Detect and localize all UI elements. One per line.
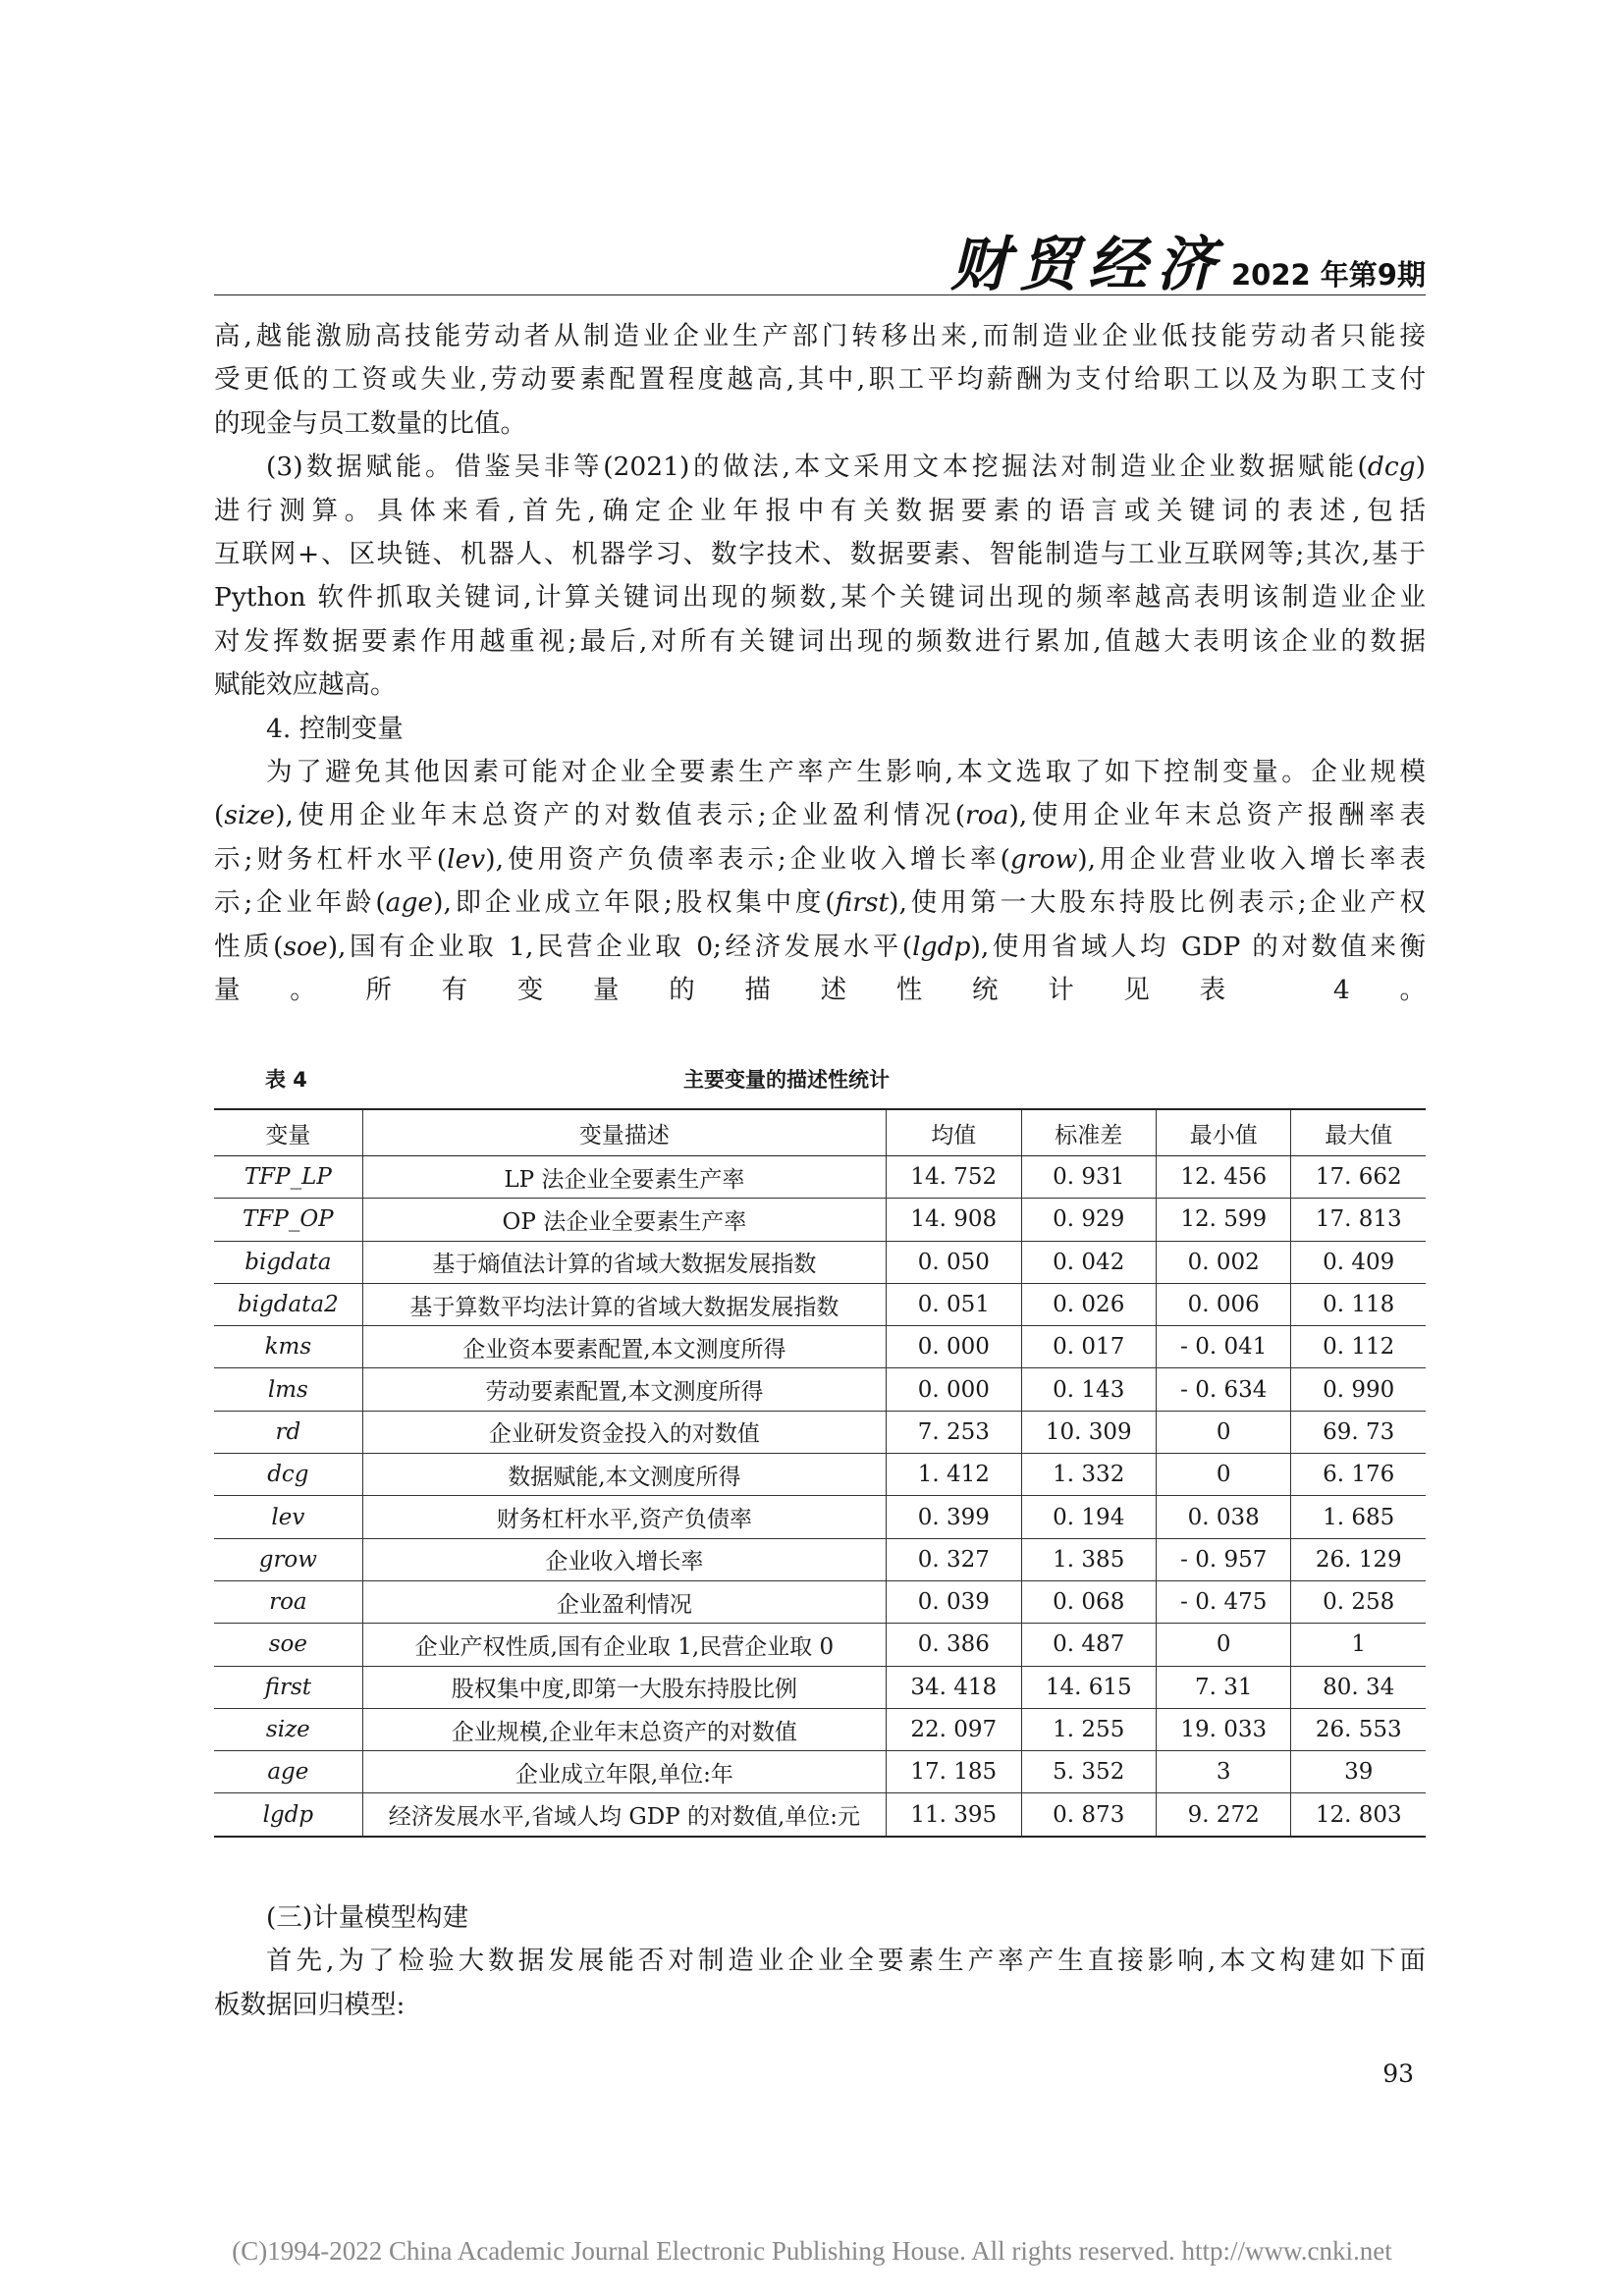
statistic-cell: 14. 615 bbox=[1021, 1666, 1156, 1708]
text-line: 示;财务杠杆水平(lev),使用资产负债率表示;企业收入增长率(grow),用企业营业收入增长率表 bbox=[214, 843, 1426, 875]
statistic-cell: 0. 050 bbox=[887, 1241, 1021, 1283]
body-text-top bbox=[214, 315, 1426, 1013]
statistic-cell: - 0. 634 bbox=[1157, 1368, 1291, 1411]
variable-description-cell: 经济发展水平,省域人均 GDP 的对数值,单位:元 bbox=[362, 1793, 886, 1837]
variable-description-cell: 企业收入增长率 bbox=[362, 1538, 886, 1580]
statistic-cell: 0. 039 bbox=[887, 1580, 1021, 1623]
journal-issue: 2022 年第9期 bbox=[1231, 258, 1426, 292]
table-row bbox=[214, 1411, 1426, 1453]
paragraph-control-variables bbox=[214, 751, 1426, 1012]
column-header: 最大值 bbox=[1291, 1109, 1426, 1156]
column-header: 变量 bbox=[214, 1109, 362, 1156]
text-line: 量。所有变量的描述性统计见表 4。 bbox=[214, 975, 1426, 1006]
text-line: 示;企业年龄(age),即企业成立年限;股权集中度(first),使用第一大股东持股比例表示;企业产权 bbox=[214, 887, 1426, 919]
statistic-cell: 1. 412 bbox=[887, 1454, 1021, 1496]
table-row bbox=[214, 1708, 1426, 1750]
statistic-cell: 0. 002 bbox=[1157, 1241, 1291, 1283]
column-header: 最小值 bbox=[1157, 1109, 1291, 1156]
variable-name-cell: TFP_OP bbox=[214, 1199, 362, 1241]
variable-name-cell: bigdata bbox=[214, 1241, 362, 1283]
statistic-cell: 0. 143 bbox=[1021, 1368, 1156, 1411]
statistic-cell: 10. 309 bbox=[1021, 1411, 1156, 1453]
table-row bbox=[214, 1496, 1426, 1538]
statistic-cell: 19. 033 bbox=[1157, 1708, 1291, 1750]
paragraph-data-empowerment bbox=[214, 446, 1426, 707]
statistic-cell: 0. 487 bbox=[1021, 1624, 1156, 1666]
variable-description-cell: 企业产权性质,国有企业取 1,民营企业取 0 bbox=[362, 1624, 886, 1666]
statistic-cell: 0. 112 bbox=[1291, 1326, 1426, 1368]
statistic-cell: 17. 813 bbox=[1291, 1199, 1426, 1241]
column-header: 均值 bbox=[887, 1109, 1021, 1156]
statistic-cell: 0. 258 bbox=[1291, 1580, 1426, 1623]
text-line: 对发挥数据要素作用越重视;最后,对所有关键词出现的频数进行累加,值越大表明该企业的数据 bbox=[214, 625, 1426, 657]
statistic-cell: 0. 026 bbox=[1021, 1283, 1156, 1325]
table-row bbox=[214, 1751, 1426, 1793]
variable-description-cell: 股权集中度,即第一大股东持股比例 bbox=[362, 1666, 886, 1708]
table-row bbox=[214, 1624, 1426, 1666]
statistic-cell: 6. 176 bbox=[1291, 1454, 1426, 1496]
variable-name-cell: kms bbox=[214, 1326, 362, 1368]
statistic-cell: 17. 662 bbox=[1291, 1156, 1426, 1199]
variable-name-cell: TFP_LP bbox=[214, 1156, 362, 1199]
statistic-cell: 0. 386 bbox=[887, 1624, 1021, 1666]
table-row bbox=[214, 1666, 1426, 1708]
statistic-cell: 1. 332 bbox=[1021, 1454, 1156, 1496]
statistic-cell: 0 bbox=[1157, 1411, 1291, 1453]
statistic-cell: 0 bbox=[1157, 1624, 1291, 1666]
statistic-cell: 0. 000 bbox=[887, 1326, 1021, 1368]
variable-name-cell: age bbox=[214, 1751, 362, 1793]
statistic-cell: 0. 873 bbox=[1021, 1793, 1156, 1837]
statistic-cell: 12. 599 bbox=[1157, 1199, 1291, 1241]
table-row bbox=[214, 1454, 1426, 1496]
text-line: (三)计量模型构建 bbox=[266, 1902, 469, 1933]
table-row bbox=[214, 1241, 1426, 1283]
statistic-cell: 34. 418 bbox=[887, 1666, 1021, 1708]
statistic-cell: 0. 399 bbox=[887, 1496, 1021, 1538]
text-line: 受更低的工资或失业,劳动要素配置程度越高,其中,职工平均薪酬为支付给职工以及为职工支付 bbox=[214, 364, 1426, 396]
statistic-cell: 0. 327 bbox=[887, 1538, 1021, 1580]
table-row bbox=[214, 1156, 1426, 1199]
statistic-cell: 1. 685 bbox=[1291, 1496, 1426, 1538]
statistic-cell: 0. 194 bbox=[1021, 1496, 1156, 1538]
section-heading-control-variables bbox=[214, 708, 1426, 751]
statistic-cell: 22. 097 bbox=[887, 1708, 1021, 1750]
statistic-cell: 1 bbox=[1291, 1624, 1426, 1666]
text-line: Python 软件抓取关键词,计算关键词出现的频数,某个关键词出现的频率越高表明该制造业企业 bbox=[214, 582, 1426, 614]
variable-description-cell: 财务杠杆水平,资产负债率 bbox=[362, 1496, 886, 1538]
variable-name-cell: rd bbox=[214, 1411, 362, 1453]
section-heading-model bbox=[214, 1896, 1426, 1940]
text-line: 性质(soe),国有企业取 1,民营企业取 0;经济发展水平(lgdp),使用省域人均 GDP 的对数值来衡 bbox=[214, 931, 1426, 962]
statistic-cell: 0. 038 bbox=[1157, 1496, 1291, 1538]
table-row bbox=[214, 1199, 1426, 1241]
variable-name-cell: soe bbox=[214, 1624, 362, 1666]
body-text-bottom bbox=[214, 1896, 1426, 2027]
table-row bbox=[214, 1793, 1426, 1837]
column-header: 变量描述 bbox=[362, 1109, 886, 1156]
statistic-cell: - 0. 041 bbox=[1157, 1326, 1291, 1368]
statistic-cell: 9. 272 bbox=[1157, 1793, 1291, 1837]
text-line: 高,越能激励高技能劳动者从制造业企业生产部门转移出来,而制造业企业低技能劳动者只能接 bbox=[214, 321, 1426, 351]
variable-description-cell: 企业成立年限,单位:年 bbox=[362, 1751, 886, 1793]
text-line: 4. 控制变量 bbox=[266, 713, 404, 744]
statistic-cell: 0. 017 bbox=[1021, 1326, 1156, 1368]
statistic-cell: 0. 409 bbox=[1291, 1241, 1426, 1283]
table-row bbox=[214, 1283, 1426, 1325]
table-number: 表 4 bbox=[265, 1068, 307, 1092]
statistic-cell: 0. 990 bbox=[1291, 1368, 1426, 1411]
statistic-cell: 12. 803 bbox=[1291, 1793, 1426, 1837]
statistic-cell: 0. 000 bbox=[887, 1368, 1021, 1411]
table-row bbox=[214, 1538, 1426, 1580]
table-row bbox=[214, 1326, 1426, 1368]
statistic-cell: 3 bbox=[1157, 1751, 1291, 1793]
journal-name: 财贸经济 bbox=[950, 231, 1225, 299]
variable-description-cell: 劳动要素配置,本文测度所得 bbox=[362, 1368, 886, 1411]
text-line: 进行测算。具体来看,首先,确定企业年报中有关数据要素的语言或关键词的表述,包括 bbox=[214, 495, 1426, 526]
statistic-cell: 17. 185 bbox=[887, 1751, 1021, 1793]
statistic-cell: 5. 352 bbox=[1021, 1751, 1156, 1793]
variable-description-cell: 企业资本要素配置,本文测度所得 bbox=[362, 1326, 886, 1368]
text-line: 赋能效应越高。 bbox=[214, 669, 397, 701]
table-title: 主要变量的描述性统计 bbox=[683, 1068, 890, 1092]
variable-description-cell: 数据赋能,本文测度所得 bbox=[362, 1454, 886, 1496]
statistic-cell: 1. 255 bbox=[1021, 1708, 1156, 1750]
text-line: (3)数据赋能。借鉴吴非等(2021)的做法,本文采用文本挖掘法对制造业企业数据赋能(dcg) bbox=[266, 452, 1426, 483]
statistic-cell: 7. 253 bbox=[887, 1411, 1021, 1453]
statistic-cell: 1. 385 bbox=[1021, 1538, 1156, 1580]
variable-description-cell: 基于算数平均法计算的省域大数据发展指数 bbox=[362, 1283, 886, 1325]
column-header: 标准差 bbox=[1021, 1109, 1156, 1156]
statistic-cell: 11. 395 bbox=[887, 1793, 1021, 1837]
journal-header bbox=[950, 218, 1426, 302]
variable-name-cell: grow bbox=[214, 1538, 362, 1580]
statistic-cell: 0. 118 bbox=[1291, 1283, 1426, 1325]
variable-description-cell: 基于熵值法计算的省域大数据发展指数 bbox=[362, 1241, 886, 1283]
variable-name-cell: bigdata2 bbox=[214, 1283, 362, 1325]
text-line: 的现金与员工数量的比值。 bbox=[214, 407, 526, 439]
page-number: 93 bbox=[1382, 2059, 1414, 2088]
variable-name-cell: lev bbox=[214, 1496, 362, 1538]
text-line: 首先,为了检验大数据发展能否对制造业企业全要素生产率产生直接影响,本文构建如下面 bbox=[266, 1946, 1426, 1977]
statistic-cell: 14. 908 bbox=[887, 1199, 1021, 1241]
statistic-cell: 0 bbox=[1157, 1454, 1291, 1496]
paragraph-labor-allocation bbox=[214, 315, 1426, 446]
variable-description-cell: 企业规模,企业年末总资产的对数值 bbox=[362, 1708, 886, 1750]
descriptive-statistics-table bbox=[214, 1108, 1426, 1838]
variable-name-cell: first bbox=[214, 1666, 362, 1708]
statistic-cell: 26. 129 bbox=[1291, 1538, 1426, 1580]
table-header-row bbox=[214, 1109, 1426, 1156]
statistic-cell: 14. 752 bbox=[887, 1156, 1021, 1199]
statistic-cell: - 0. 475 bbox=[1157, 1580, 1291, 1623]
variable-name-cell: dcg bbox=[214, 1454, 362, 1496]
statistic-cell: 0. 051 bbox=[887, 1283, 1021, 1325]
variable-description-cell: OP 法企业全要素生产率 bbox=[362, 1199, 886, 1241]
variable-name-cell: lms bbox=[214, 1368, 362, 1411]
copyright-notice: (C)1994-2022 China Academic Journal Electronic Publishing House. All rights reserved. http://www.cnki.net bbox=[232, 2236, 1392, 2266]
statistic-cell: 0. 931 bbox=[1021, 1156, 1156, 1199]
statistic-cell: 0. 929 bbox=[1021, 1199, 1156, 1241]
text-line: (size),使用企业年末总资产的对数值表示;企业盈利情况(roa),使用企业年末总资产报酬率表 bbox=[214, 800, 1426, 831]
statistic-cell: 7. 31 bbox=[1157, 1666, 1291, 1708]
statistic-cell: 0. 068 bbox=[1021, 1580, 1156, 1623]
statistic-cell: 69. 73 bbox=[1291, 1411, 1426, 1453]
text-line: 板数据回归模型: bbox=[214, 1989, 406, 2020]
table-row bbox=[214, 1368, 1426, 1411]
text-line: 互联网+、区块链、机器人、机器学习、数字技术、数据要素、智能制造与工业互联网等;其次,基于 bbox=[214, 539, 1426, 570]
statistic-cell: - 0. 957 bbox=[1157, 1538, 1291, 1580]
variable-description-cell: 企业盈利情况 bbox=[362, 1580, 886, 1623]
header-rule bbox=[214, 294, 1426, 295]
statistic-cell: 0. 006 bbox=[1157, 1283, 1291, 1325]
paragraph-model bbox=[214, 1940, 1426, 2027]
statistic-cell: 80. 34 bbox=[1291, 1666, 1426, 1708]
text-line: 为了避免其他因素可能对企业全要素生产率产生影响,本文选取了如下控制变量。企业规模 bbox=[266, 757, 1426, 788]
variable-name-cell: lgdp bbox=[214, 1793, 362, 1837]
statistic-cell: 0. 042 bbox=[1021, 1241, 1156, 1283]
table-row bbox=[214, 1580, 1426, 1623]
statistic-cell: 39 bbox=[1291, 1751, 1426, 1793]
variable-description-cell: LP 法企业全要素生产率 bbox=[362, 1156, 886, 1199]
statistic-cell: 26. 553 bbox=[1291, 1708, 1426, 1750]
variable-name-cell: size bbox=[214, 1708, 362, 1750]
statistic-cell: 12. 456 bbox=[1157, 1156, 1291, 1199]
variable-name-cell: roa bbox=[214, 1580, 362, 1623]
variable-description-cell: 企业研发资金投入的对数值 bbox=[362, 1411, 886, 1453]
